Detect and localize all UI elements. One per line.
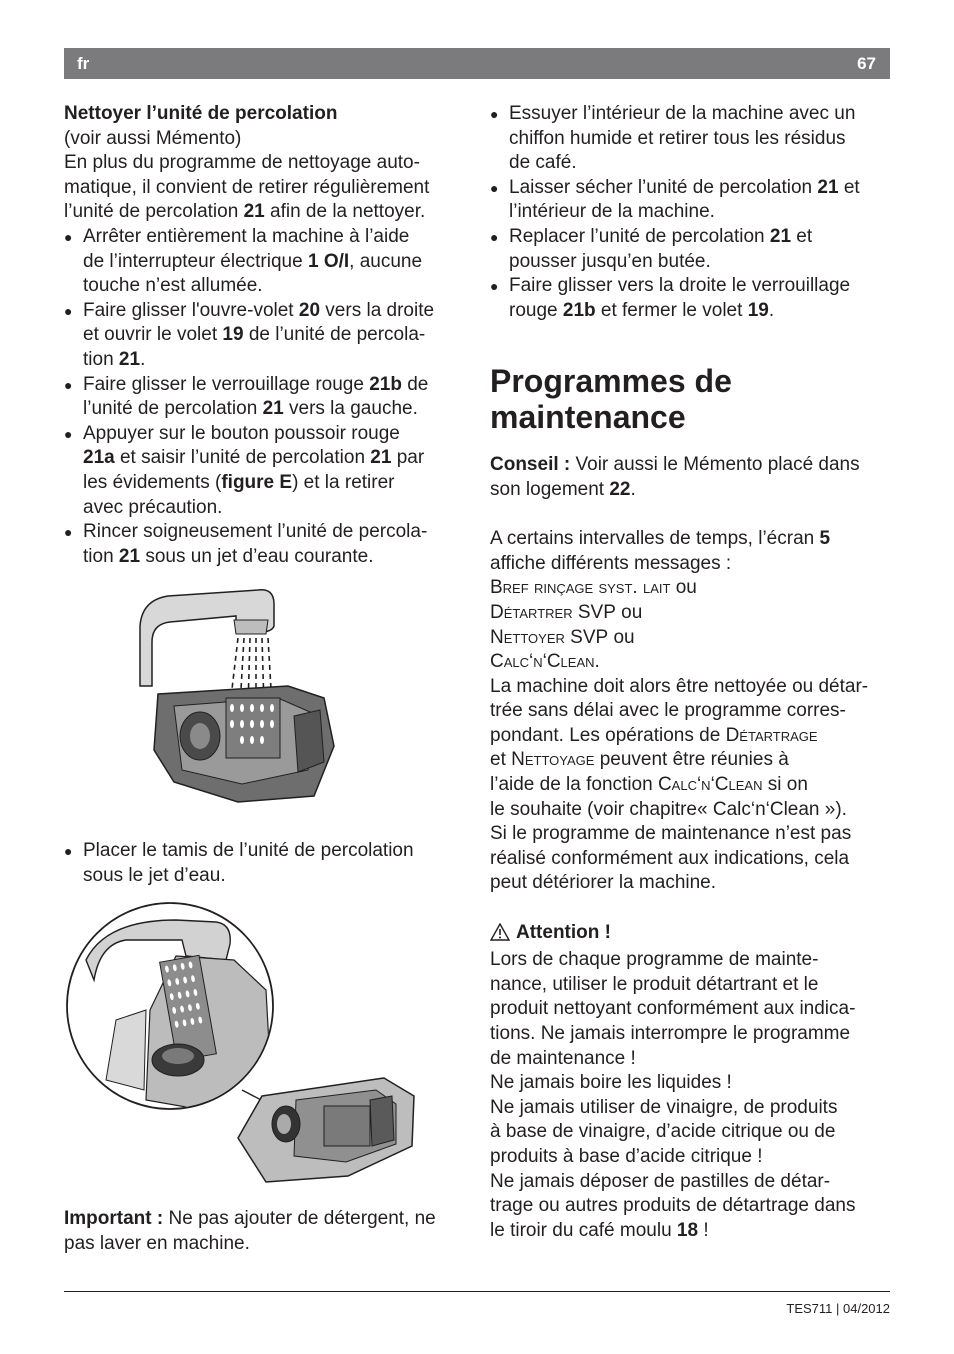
tip-paragraph: Conseil : Voir aussi le Mémento placé dans son logement 22.: [490, 454, 860, 500]
attention-paragraph: Lors de chaque programme de mainte- nance, utiliser le produit détartrant et le produit nettoyant conformément aux indica- tions. Ne jamais interrompre le programme de maintenance !: [490, 949, 856, 1069]
intervals-paragraph: A certains intervalles de temps, l’écran 5 affiche différents messages : Bref rinçage syst. lait ou Détartrer SVP ou Nettoyer SVP ou Calc‘n‘Clean.: [490, 528, 831, 673]
section-title: Programmes de maintenance: [490, 363, 732, 436]
section-heading: Nettoyer l’unité de percolation: [64, 103, 338, 124]
list-item: ● Faire glisser l'ouvre-volet 20 vers la droite et ouvrir le volet 19 de l’unité de percola- tion 21.: [64, 299, 464, 373]
list-item: ● Appuyer sur le bouton poussoir rouge 21a et saisir l’unité de percolation 21 par les évidements (figure E) et la retirer avec précaution.: [64, 422, 464, 520]
attention-heading: Attention !: [490, 921, 892, 949]
tablets-warning: Ne jamais déposer de pastilles de détar- trage ou autres produits de détartrage dans le tiroir du café moulu 18 !: [490, 1170, 856, 1241]
page-number: 67: [857, 54, 876, 73]
list-item: ● Faire glisser vers la droite le verrouillage rouge 21b et fermer le volet 19.: [490, 274, 892, 323]
message-bref-rincage: Bref rinçage syst. lait: [490, 577, 671, 599]
list-item: ● Laisser sécher l’unité de percolation 21 et l’intérieur de la machine.: [490, 176, 892, 225]
list-item: ● Replacer l’unité de percolation 21 et pousser jusqu’en butée.: [490, 225, 892, 274]
warning-icon: [490, 923, 510, 949]
rinsing-illustration: [138, 586, 338, 804]
list-item: ● Placer le tamis de l’unité de percolation sous le jet d’eau.: [64, 839, 464, 888]
left-column-bottom: [64, 1207, 464, 1256]
important-note: Important : Ne pas ajouter de détergent, ne pas laver en machine.: [64, 1208, 436, 1254]
maintenance-paragraph: La machine doit alors être nettoyée ou détar- trée sans délai avec le programme corres- pondant. Les opérations de Détartrage et Nettoyage peuvent être réunies à l’aide de la fonction Calc‘n‘Clean si on le souhaite (voir chapitre« Calc‘n‘Clean »).: [490, 675, 869, 820]
filter-rinsing-illustration: [66, 900, 422, 1184]
message-nettoyer: Nettoyer SVP: [490, 626, 609, 648]
damage-paragraph: Si le programme de maintenance n’est pas réalisé conformément aux indications, cela peut détériorer la machine.: [490, 823, 852, 894]
footer-model-date: TES711 | 04/2012: [786, 1301, 890, 1316]
list-item: ● Faire glisser le verrouillage rouge 21b de l’unité de percolation 21 vers la gauche.: [64, 373, 464, 422]
header-bar: [64, 48, 890, 79]
message-calcnclean: Calc‘n‘Clean: [490, 651, 595, 673]
list-item: ● Arrêter entièrement la machine à l’aide de l’interrupteur électrique 1 O/I, aucune touche n’est allumée.: [64, 225, 464, 299]
right-column: [490, 102, 892, 1243]
list-item: ● Essuyer l’intérieur de la machine avec un chiffon humide et retirer tous les résidus de café.: [490, 102, 892, 176]
language-label: fr: [77, 54, 90, 73]
left-column-top: [64, 102, 464, 569]
vinegar-warning: Ne jamais utiliser de vinaigre, de produits à base de vinaigre, d’acide citrique ou de produits à base d’acide citrique !: [490, 1096, 838, 1167]
intro-paragraph: En plus du programme de nettoyage auto- matique, il convient de retirer régulièrement l’unité de percolation 21 afin de la nettoyer.: [64, 152, 430, 223]
liquids-warning: Ne jamais boire les liquides !: [490, 1072, 732, 1094]
section-subheading: (voir aussi Mémento): [64, 127, 242, 149]
message-detartrer: Détartrer SVP: [490, 601, 616, 623]
left-column-middle: [64, 839, 464, 888]
list-item: ● Rincer soigneusement l’unité de percola- tion 21 sous un jet d’eau courante.: [64, 520, 464, 569]
footer-rule: [64, 1291, 890, 1292]
